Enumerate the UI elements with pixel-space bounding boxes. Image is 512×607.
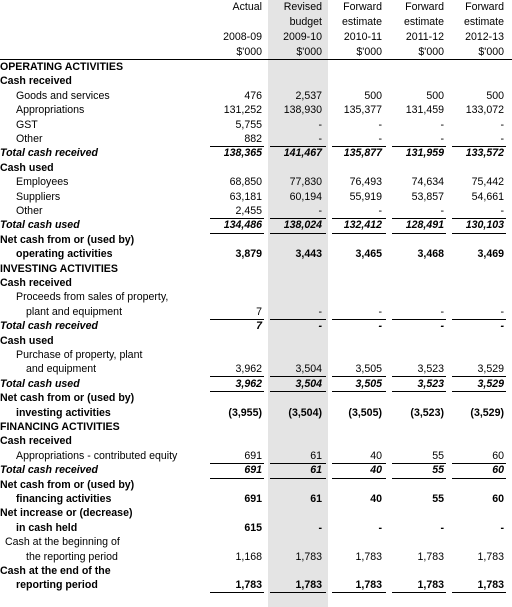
row-value: - [500, 205, 504, 217]
row-value: 60 [492, 493, 504, 505]
row-value: - [500, 320, 504, 333]
subtotal-rule [210, 218, 264, 219]
row-value: 135,877 [343, 147, 382, 160]
row-value: 128,491 [405, 219, 444, 232]
row-value: 131,459 [405, 104, 444, 117]
row-value: - [318, 133, 322, 145]
row-value: 1,783 [417, 579, 444, 592]
col-actual-year: 2008-09 [223, 31, 262, 43]
statement-row [0, 334, 512, 348]
row-value: 3,529 [477, 377, 504, 390]
statement-row [0, 406, 512, 420]
row-value: 77,830 [289, 176, 322, 189]
row-value: 3,505 [355, 377, 382, 390]
statement-row [0, 146, 512, 160]
row-value: 63,181 [229, 190, 262, 203]
subtotal-rule [210, 319, 264, 320]
statement-row [0, 290, 512, 304]
row-label: Cash at the beginning of [5, 536, 120, 549]
row-value: 61 [310, 464, 322, 477]
subtotal-rule [332, 233, 386, 234]
subtotal-rule [452, 146, 506, 147]
subtotal-rule [392, 218, 446, 219]
header-units [0, 45, 512, 59]
row-value: - [440, 521, 444, 534]
statement-row [0, 89, 512, 103]
row-value: 60,194 [289, 190, 322, 203]
col-actual-unit: $'000 [236, 46, 262, 58]
row-value: 1,168 [235, 550, 262, 563]
subtotal-rule [452, 463, 506, 464]
statement-row [0, 74, 512, 88]
col-fe1-year: 2010-11 [343, 31, 382, 43]
subtotal-rule [392, 376, 446, 377]
row-label: INVESTING ACTIVITIES [0, 262, 118, 275]
row-value: 7 [256, 320, 262, 333]
row-value: - [378, 521, 382, 534]
statement-row [0, 204, 512, 218]
row-label: Total cash used [0, 377, 80, 390]
col-revised-year: 2009-10 [283, 31, 322, 43]
statement-row [0, 190, 512, 204]
row-label: Total cash received [0, 464, 98, 477]
row-value: (3,505) [348, 406, 382, 419]
col-fe3-year: 2012-13 [465, 31, 504, 43]
row-label: FINANCING ACTIVITIES [0, 421, 120, 433]
row-label: Cash received [0, 277, 72, 289]
col-fe1-line1: Forward [343, 1, 382, 13]
row-value: - [440, 118, 444, 131]
row-value: 7 [256, 305, 262, 318]
statement-row [0, 449, 512, 463]
subtotal-rule [270, 592, 326, 593]
row-value: 1,783 [355, 550, 382, 563]
row-value: - [378, 205, 382, 217]
row-label: financing activities [16, 493, 112, 505]
subtotal-rule [210, 478, 264, 479]
row-label: Goods and services [16, 89, 110, 102]
row-value: 138,930 [283, 104, 322, 117]
row-label: Cash used [0, 334, 54, 347]
statement-row [0, 175, 512, 189]
row-value: 138,365 [223, 147, 262, 160]
row-label: Cash used [0, 161, 54, 174]
statement-row [0, 578, 512, 592]
statement-row [0, 521, 512, 535]
subtotal-rule [392, 391, 446, 392]
subtotal-rule [452, 218, 506, 219]
row-label: Total cash received [0, 320, 98, 333]
row-label: Net cash from or (used by) [0, 233, 135, 246]
row-value: 615 [244, 521, 262, 534]
row-value: 74,634 [411, 176, 444, 189]
statement-row [0, 218, 512, 232]
row-label: Total cash used [0, 219, 80, 232]
row-value: 3,465 [355, 248, 382, 261]
row-label: Purchase of property, plant [16, 349, 143, 361]
subtotal-rule [392, 146, 446, 147]
col-actual-line2 [204, 15, 262, 29]
row-value: 3,504 [295, 377, 322, 390]
row-label: Cash at the end of the [0, 565, 111, 577]
statement-row [0, 247, 512, 261]
row-value: 133,072 [465, 104, 504, 117]
row-value: 3,962 [235, 363, 262, 376]
row-value: 3,529 [477, 363, 504, 376]
row-label: the reporting period [26, 550, 118, 563]
row-value: 134,486 [223, 219, 262, 232]
row-label: Employees [16, 176, 69, 189]
subtotal-rule [270, 391, 326, 392]
row-value: 130,103 [465, 219, 504, 232]
row-value: 55,919 [349, 190, 382, 203]
row-label: Total cash received [0, 147, 98, 160]
row-label: Cash received [0, 435, 72, 448]
subtotal-rule [210, 463, 264, 464]
row-label: Cash received [0, 75, 72, 88]
row-value: 500 [486, 89, 504, 102]
subtotal-rule [332, 319, 386, 320]
statement-row [0, 463, 512, 477]
row-value: 60 [492, 449, 504, 462]
row-value: 1,783 [355, 579, 382, 592]
row-value: 1,783 [417, 550, 444, 563]
col-fe1-unit: $'000 [356, 46, 382, 58]
subtotal-rule [332, 463, 386, 464]
subtotal-rule [210, 376, 264, 377]
subtotal-rule [452, 592, 506, 593]
row-value: - [378, 320, 382, 333]
subtotal-rule [270, 146, 326, 147]
row-value: 3,523 [417, 363, 444, 376]
statement-row [0, 492, 512, 506]
row-value: - [378, 305, 382, 318]
row-value: 500 [426, 89, 444, 102]
row-value: 3,504 [295, 363, 322, 376]
row-value: - [500, 133, 504, 145]
subtotal-rule [210, 391, 264, 392]
row-label: investing activities [16, 406, 111, 419]
row-value: - [318, 118, 322, 131]
row-value: - [378, 118, 382, 131]
subtotal-rule [392, 463, 446, 464]
subtotal-rule [392, 319, 446, 320]
subtotal-rule [332, 146, 386, 147]
row-value: 61 [310, 449, 322, 462]
subtotal-rule [210, 233, 264, 234]
row-value: 138,024 [283, 219, 322, 232]
statement-row [0, 161, 512, 175]
statement-row [0, 276, 512, 290]
row-value: 1,783 [235, 579, 262, 592]
row-value: 133,572 [465, 147, 504, 160]
col-fe1-line2: estimate [341, 16, 382, 28]
column-header [0, 0, 512, 60]
subtotal-rule [392, 592, 446, 593]
row-value: 882 [244, 133, 262, 145]
subtotal-rule [452, 319, 506, 320]
row-label: plant and equipment [26, 305, 123, 318]
row-value: 141,467 [283, 147, 322, 160]
subtotal-rule [270, 478, 326, 479]
statement-row [0, 118, 512, 132]
row-value: (3,529) [470, 406, 504, 419]
statement-row [0, 262, 512, 276]
row-value: 691 [244, 449, 262, 462]
col-fe2-unit: $'000 [418, 46, 444, 58]
row-label: Proceeds from sales of property, [16, 291, 169, 304]
header-line-1 [0, 0, 512, 14]
row-value: - [500, 305, 504, 318]
row-value: (3,955) [228, 406, 262, 419]
statement-row [0, 535, 512, 549]
row-value: - [318, 305, 322, 318]
row-value: 3,879 [235, 248, 262, 261]
row-value: 1,783 [295, 579, 322, 592]
row-label: Net increase or (decrease) [0, 507, 133, 520]
row-label: GST [16, 118, 38, 131]
subtotal-rule [332, 592, 386, 593]
col-fe2-line2: estimate [403, 16, 444, 28]
row-value: 132,412 [343, 219, 382, 232]
statement-row [0, 60, 512, 74]
row-value: - [440, 305, 444, 318]
row-value: 61 [310, 493, 322, 505]
subtotal-rule [452, 376, 506, 377]
col-fe2-line1: Forward [405, 1, 444, 13]
row-value: 3,962 [235, 377, 262, 390]
subtotal-rule [452, 478, 506, 479]
row-value: 75,442 [471, 176, 504, 189]
row-value: 55 [432, 493, 444, 505]
statement-row [0, 434, 512, 448]
subtotal-rule [270, 319, 326, 320]
statement-row [0, 506, 512, 520]
statement-row [0, 348, 512, 362]
subtotal-rule [210, 592, 264, 593]
row-value: 3,468 [417, 248, 444, 261]
row-value: 1,783 [295, 550, 322, 563]
row-value: - [440, 133, 444, 145]
row-value: 60 [492, 464, 504, 477]
row-value: - [440, 320, 444, 333]
subtotal-rule [210, 146, 264, 147]
row-value: 3,443 [295, 248, 322, 261]
col-fe3-line1: Forward [465, 1, 504, 13]
statement-row [0, 550, 512, 564]
statement-row [0, 420, 512, 434]
row-value: 3,523 [417, 377, 444, 390]
row-value: 55 [432, 449, 444, 462]
col-fe3-line2: estimate [463, 16, 504, 28]
row-value: 2,537 [295, 89, 322, 102]
row-value: - [318, 320, 322, 333]
row-label: Appropriations [16, 104, 85, 117]
col-fe3-unit: $'000 [478, 46, 504, 58]
header-years [0, 30, 512, 44]
row-value: 55 [432, 464, 444, 477]
subtotal-rule [332, 376, 386, 377]
row-label: OPERATING ACTIVITIES [0, 61, 124, 73]
row-value: 135,377 [343, 104, 382, 117]
row-value: 53,857 [411, 190, 444, 203]
row-label: Suppliers [16, 190, 61, 203]
statement-row [0, 362, 512, 376]
statement-row [0, 233, 512, 247]
row-label: reporting period [16, 579, 98, 592]
subtotal-rule [332, 218, 386, 219]
subtotal-rule [392, 478, 446, 479]
col-revised-line1: Revised [283, 1, 322, 13]
row-label: Appropriations - contributed equity [16, 449, 178, 462]
statement-row [0, 319, 512, 333]
subtotal-rule [452, 233, 506, 234]
row-value: 1,783 [477, 579, 504, 592]
row-value: 54,661 [471, 190, 504, 203]
statement-row [0, 391, 512, 405]
col-revised-line2: budget [289, 16, 322, 28]
statement-row [0, 564, 512, 578]
col-actual-line1: Actual [232, 1, 262, 13]
row-label: Other [16, 133, 43, 145]
row-value: - [500, 521, 504, 534]
header-line-2 [0, 15, 512, 29]
statement-row [0, 478, 512, 492]
row-value: 500 [364, 89, 382, 102]
col-fe2-year: 2011-12 [405, 31, 444, 43]
row-value: 40 [370, 493, 382, 505]
row-value: 3,469 [477, 248, 504, 261]
row-label: Net cash from or (used by) [0, 392, 135, 405]
row-value: - [500, 118, 504, 131]
subtotal-rule [392, 233, 446, 234]
row-value: (3,504) [288, 406, 322, 419]
row-value: 3,505 [355, 363, 382, 376]
row-value: 476 [244, 89, 262, 102]
row-value: 40 [370, 464, 382, 477]
row-value: - [318, 205, 322, 217]
subtotal-rule [270, 376, 326, 377]
row-value: - [440, 205, 444, 217]
row-label: Other [16, 205, 43, 217]
row-value: 40 [370, 449, 382, 462]
row-label: in cash held [16, 521, 78, 534]
subtotal-rule [332, 478, 386, 479]
col-revised-unit: $'000 [296, 46, 322, 58]
row-label: operating activities [16, 248, 113, 261]
row-value: 691 [244, 464, 262, 477]
statement-row [0, 377, 512, 391]
row-label: Net cash from or (used by) [0, 478, 135, 491]
row-value: 68,850 [229, 176, 262, 189]
statement-row [0, 305, 512, 319]
row-value: 131,252 [223, 104, 262, 117]
row-value: 2,455 [235, 205, 262, 217]
row-value: 131,959 [405, 147, 444, 160]
row-value: 5,755 [235, 118, 262, 131]
row-value: - [318, 521, 322, 534]
statement-row [0, 132, 512, 146]
row-value: - [378, 133, 382, 145]
row-label: and equipment [26, 363, 97, 376]
row-value: 76,493 [349, 176, 382, 189]
row-value: (3,523) [410, 406, 444, 419]
subtotal-rule [452, 391, 506, 392]
subtotal-rule [270, 218, 326, 219]
row-value: 1,783 [477, 550, 504, 563]
row-value: 691 [244, 493, 262, 505]
statement-row [0, 103, 512, 117]
subtotal-rule [270, 463, 326, 464]
subtotal-rule [270, 233, 326, 234]
subtotal-rule [332, 391, 386, 392]
